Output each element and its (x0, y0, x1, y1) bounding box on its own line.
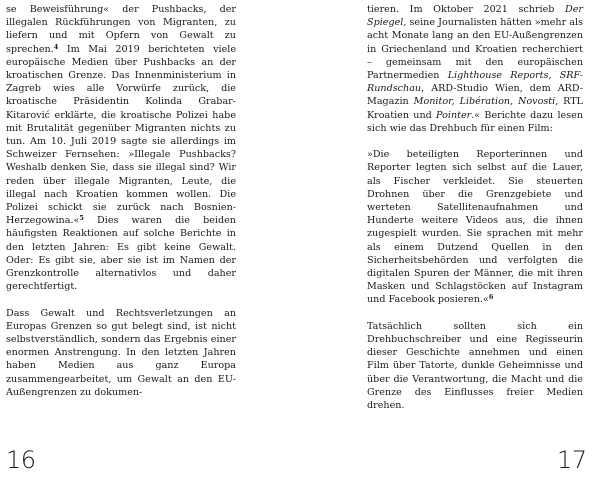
page-number-left: 16 (6, 446, 36, 474)
right-paragraph-2-quote (367, 148, 583, 306)
footnote-ref: 5 (79, 214, 84, 223)
right-page-body (367, 3, 583, 412)
footnote-ref: 6 (488, 293, 494, 302)
left-paragraph-1 (6, 3, 236, 293)
left-page-body (6, 3, 236, 399)
page-number-right: 17 (557, 446, 587, 474)
right-paragraph-3: Tatsächlich sollten sich ein Drehbuchschreiber und eine Regisseurin dieser Geschichte annehmen und einen Film über Tatorte, dunkle Geheimnisse und über die Verantwortung, die Macht und die Grenze des Einflusses freier Medien drehen. (367, 320, 583, 412)
italic-title: Der Spiegel (367, 4, 583, 29)
right-paragraph-1 (367, 3, 583, 135)
italic-title: Monitor, Libération, Novosti (413, 96, 556, 108)
text-run: , RTL Kroatien und (367, 96, 583, 121)
italic-title: Pointer (436, 109, 472, 121)
left-paragraph-2: Dass Gewalt und Rechtsverletzungen an Europas Grenzen so gut belegt sind, ist nicht selbstverständlich, sondern das Ergebnis einer enormen Anstrengung. In den letzten Jahren haben Medien aus ganz Europa zusammengearbeitet, um Gewalt an den EU-Außengrenzen zu dokumen- (6, 307, 236, 398)
footnote-ref: 4 (53, 42, 59, 51)
text-run: se Beweisführung« der Pushbacks, der illegalen Rückführungen von Migranten, zu liefern und mit Opfern von Gewalt zu sprechen. (6, 4, 236, 55)
text-run: Im Mai 2019 berichteten viele europäische Medien über Pushbacks an der kroatischen Grenze. Das Innenministerium in Zagreb wies alle Vorwürfe zurück, die kroatische Präsidentin Kolinda Grabar-Kitarović erklärte, die kroatische Polizei habe mit Brutalität gegenüber Migranten nichts zu tun. Am 10. Juli 2019 sagte sie allerdings im Schweizer Fernsehen: »Illegale Pushbacks? Weshalb denken Sie, dass sie illegal sind? Wir reden über illegale Migranten, Leute, die illegal nach Kroatien kommen wollen. Die Polizei schickt sie zurück nach Bosnien-Herzegowina.« (6, 43, 236, 227)
text-run: Dies waren die beiden häufigsten Reaktionen auf solche Berichte in den letzten Jahren: Es gibt keine Gewalt. Oder: Es gibt sie, aber sie ist im Namen der Grenzkontrolle alternativlos und daher gerechtfertigt. (6, 215, 236, 293)
italic-title: Lighthouse Reports, SRF-Rundschau (367, 70, 583, 95)
right-page (300, 0, 600, 488)
text-run: tieren. Im Oktober 2021 schrieb (367, 4, 566, 15)
text-run: »Die beteiligten Reporterinnen und Reporter legten sich selbst auf die Lauer, als Fischer verkleidet. Sie steuerten Drohnen über die Grenzgebiete und werteten Satellitenaufnahmen und Hunderte weitere Videos aus, die ihnen zugespielt wurden. Sie sprachen mit mehr als einem Dutzend Quellen in den Sicherheitsbehörden und verfolgten die digitalen Spuren der Männer, die mit ihren Masken und Schlagstöcken auf Instagram und Facebook posieren.« (367, 149, 583, 306)
text-run: .« Berichte dazu lesen sich wie das Drehbuch für einen Film: (367, 109, 583, 134)
text-run: , seine Journalisten hätten »mehr als acht Monate lang an den EU-Außengrenzen in Griechenland und Kroatien recherchiert – gemeinsam mit den europäischen Partnermedien (367, 17, 583, 82)
text-run: , ARD-Studio Wien, dem ARD-Magazin (367, 83, 583, 108)
